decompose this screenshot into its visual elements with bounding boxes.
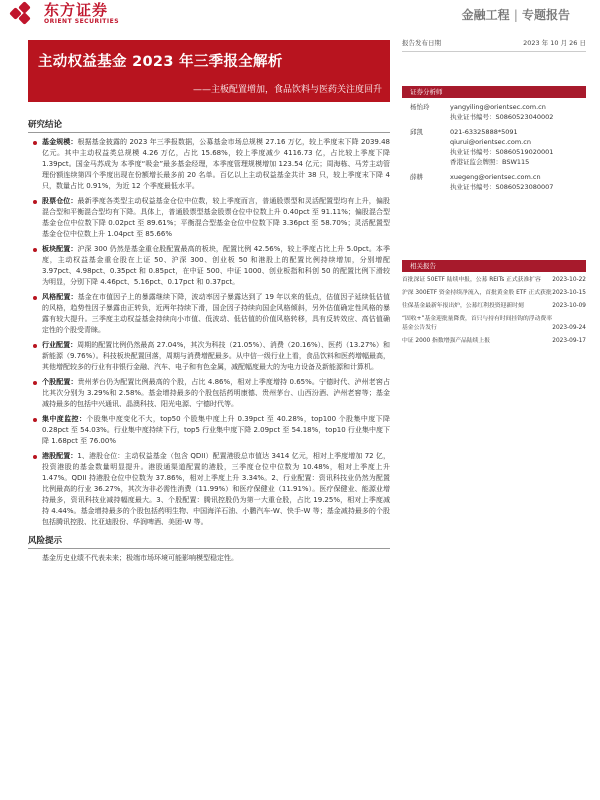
item-text: 沪深 300 仍然是基金重仓股配置最高的板块，配置比例 42.56%，较上季度占比上升 5.0pct。本季度，主动权益基金重仓股在上证 50、沪深 300、创业板 50 和港股上的配置比例持续增加，分别增配 3.97pct、4.98pct、0.35pct 和 0.85pct，在中证 500、中证 1000、创业板指和科创 50 的配置比例下滑较为明显，分别下降 4.46pct、5.16pct、0.17pct 和 0.37pct。 [42, 245, 391, 286]
item-text: 周期的配置比例仍然最高 27.04%，其次为科技（21.05%）、消费（20.16%）、医药（13.27%）和新能源（9.76%）。科技板块配置回落，周期与消费增配最多。从中信一级行业上看，食品饮料和医药增幅最高，其他增配较多的行业有非银行金融、汽车、电子和有色金属，减配幅度最大的为电力设备及新能源和计算机。 [42, 341, 391, 371]
analyst-cert: 执业证书编号：S0860523080007 [450, 183, 554, 191]
publish-date-row [402, 38, 586, 52]
analyst-entry [402, 172, 586, 192]
bullet-icon [33, 418, 37, 422]
related-report-title: 首批深证 50ETF 陆续申报，公募 REITs 正式获准扩容 [402, 277, 541, 283]
bullet-icon [33, 455, 37, 459]
summary-item [28, 451, 390, 528]
report-type-label: 专题报告 [521, 8, 570, 22]
bullet-icon [33, 200, 37, 204]
summary-item [28, 340, 390, 373]
related-report-title: “固收+”基金迎批量降费，首只与持有时间挂钩的浮动费率基金公告发行 [402, 316, 552, 331]
summary-item [28, 244, 390, 288]
report-category: 金融工程 | 专题报告 [461, 8, 570, 22]
related-report-date: 2023-10-22 [552, 277, 586, 283]
risk-title: 风险提示 [28, 534, 390, 549]
summary-item [28, 414, 390, 447]
summary-title: 研究结论 [28, 118, 390, 133]
analyst-email[interactable]: yangyiling@orientsec.com.cn [450, 103, 546, 111]
related-report-title: 往保基金最新年报出炉，公募红利投资迎新时刻 [402, 303, 524, 309]
related-reports-header: 相关报告 [402, 260, 586, 272]
related-report-item[interactable] [402, 276, 586, 285]
logo-en-text: ORIENT SECURITIES [44, 18, 120, 25]
item-label: 基金规模： [42, 138, 78, 146]
related-report-date: 2023-09-24 [552, 325, 586, 331]
analyst-email[interactable]: qiurui@orientsec.com.cn [450, 138, 531, 146]
analyst-entry [402, 127, 586, 167]
item-label: 股票仓位： [42, 197, 78, 205]
item-label: 个股配置： [42, 378, 78, 386]
page-header [0, 0, 600, 30]
analyst-name: 杨怡玲 [410, 103, 430, 111]
item-text: 贵州茅台仍为配置比例最高的个股，占比 4.86%，相对上季度增持 0.65%。宁德时代、泸州老窖占比其次分别为 3.29%和 2.58%。基金增持最多的个股包括药明康德、贵州茅台、山西汾酒、泸州老窖等；基金减持最多的包括中兴通讯、晶澳科技、阳光电源、宁德时代等。 [42, 378, 390, 408]
item-label: 风格配置： [42, 293, 78, 301]
item-label: 集中度监控： [42, 415, 87, 423]
item-text: 根据基金披露的 2023 年三季报数据，公募基金市场总规模 27.16 万亿，较上季度末下降 2039.48 亿元。其中主动权益类总规模 4.26 万亿，占比 15.68%，较上季度减少 4116.73 亿，占比较上季度下降 1.39pct。国金马苏成为 本季度“吸金”最多基金经理，本季度管理规模增加 123.54 亿元；周海栋、马芳主动管理份额连续第四个季度出现在份额增长最多前 20 名单。百亿以上主动权益基金共计 38 只，较上季度末下降 4 只，数量占比 0.91%，为近 12 个季度最低水平。 [42, 138, 390, 190]
analyst-email[interactable]: xuegeng@orientsec.com.cn [450, 173, 541, 181]
related-report-title: 沪深 300ETF 资金持续净流入，首批黄金股 ETF 正式获批 [402, 290, 552, 296]
analyst-cert: 执业证书编号：S0860523040002 [450, 113, 554, 121]
bullet-icon [33, 141, 37, 145]
item-text: 最新季度各类型主动权益基金仓位中位数，较上季度而言，普通股票型和灵活配置型均有上升，偏股混合型和平衡混合型均有下降。具体上，普通股票型基金股票仓位中位数上升 0.40pct 至 91.11%；偏股混合型基金仓位中位数下降 0.02pct 至 89.61%；平衡混合型基金仓位中位数下降 3.36pct 至 58.70%；灵活配置型基金仓位中位数上升 1.04pct 至 85.66% [42, 197, 391, 238]
related-report-date: 2023-09-17 [552, 338, 586, 344]
summary-item [28, 137, 390, 192]
bullet-icon [33, 381, 37, 385]
item-label: 行业配置： [42, 341, 78, 349]
analysts-header: 证券分析师 [402, 86, 586, 98]
analyst-phone: 021-63325888*5091 [450, 128, 518, 136]
category-label: 金融工程 [461, 8, 510, 22]
related-report-item[interactable] [402, 337, 586, 346]
report-title: 主动权益基金 2023 年三季报全解析 [38, 54, 283, 70]
summary-item [28, 292, 390, 336]
publish-date-value: 2023 年 10 月 26 日 [523, 39, 586, 47]
related-report-date: 2023-10-15 [552, 290, 586, 296]
item-text: 基金在市值因子上的暴露继续下降，波动率因子暴露达到了 19 年以来的低点，估值因子延续低估值的风格，趋势性因子暴露由正转负，近两年持续下滑，国企因子持续向国企风格倾斜，另外估值确定性风格的暴露有较大提升。三季度主动权益基金持续向小市值、低波动、低估值的价值风格转移，具有反转效应、高估值确定性的个股受青睐。 [42, 293, 391, 334]
item-text: 1、港股仓位：主动权益基金（包含 QDII）配置港股总市值达 3414 亿元，相对上季度增加 72 亿，投资港股的基金数量明显提升。港股通渠道配置的港股，三季度仓位中位数为 10.48%，相对上季度上升 1.47%。QDII 持港股仓位中位数为 37.86%，相对上季度上升 3.34%。2、行业配置：资讯科技业仍然为配置比例最高的行业 36.27%，其次为非必需性消费（11.99%）和医疗保健业（11.91%）。医疗保健业、能源业增持最多，资讯科技业减持幅度最大。3、个股配置：腾讯控股仍为第一大重仓股，占比 19.25%，相对上季度减持 4.44%。基金增持最多的个股包括药明生物、中国海洋石油、小鹏汽车-W、快手-W 等；基金减持最多的个股包括腾讯控股、比亚迪股份、华润啤酒、美团-W 等。 [42, 452, 390, 526]
related-reports-list [402, 276, 586, 346]
analyst-list [402, 102, 586, 192]
logo-cn-text: 东方证券 [44, 1, 109, 19]
analyst-entry [402, 102, 586, 122]
analyst-cert: 执业证书编号：S0860519020001 [450, 148, 554, 156]
related-report-item[interactable] [402, 302, 586, 311]
bullet-icon [33, 248, 37, 252]
related-report-title: 中证 2000 指数增强产品陆续上报 [402, 338, 491, 344]
related-report-item[interactable] [402, 315, 586, 333]
report-subtitle: ——主板配置增加，食品饮料与医药关注度回升 [192, 85, 382, 95]
title-banner [28, 40, 390, 102]
related-report-date: 2023-10-09 [552, 303, 586, 309]
item-text: 个股集中度变化不大，top50 个股集中度上升 0.39pct 至 40.28%，top100 个股集中度下降 0.28pct 至 54.03%。行业集中度持续下行，top5 行业集中度下降 2.09pct 至 54.18%，top10 行业集中度下降 1.68pct 至 76.00% [42, 415, 390, 445]
main-content [28, 118, 390, 564]
analyst-name: 邱凯 [410, 128, 423, 136]
publish-date-label: 报告发布日期 [402, 39, 441, 47]
summary-item [28, 377, 390, 410]
analyst-license: 香港证监会牌照：BSW115 [450, 158, 530, 166]
analyst-name: 薛耕 [410, 173, 423, 181]
sidebar [402, 38, 586, 350]
item-label: 板块配置： [42, 245, 78, 253]
logo-mark-icon [10, 2, 40, 24]
item-label: 港股配置： [42, 452, 78, 460]
bullet-icon [33, 296, 37, 300]
summary-item [28, 196, 390, 240]
bullet-icon [33, 344, 37, 348]
risk-text: 基金历史业绩不代表未来；极端市场环境可能影响模型稳定性。 [42, 554, 238, 562]
company-logo [10, 2, 119, 26]
related-report-item[interactable] [402, 289, 586, 298]
